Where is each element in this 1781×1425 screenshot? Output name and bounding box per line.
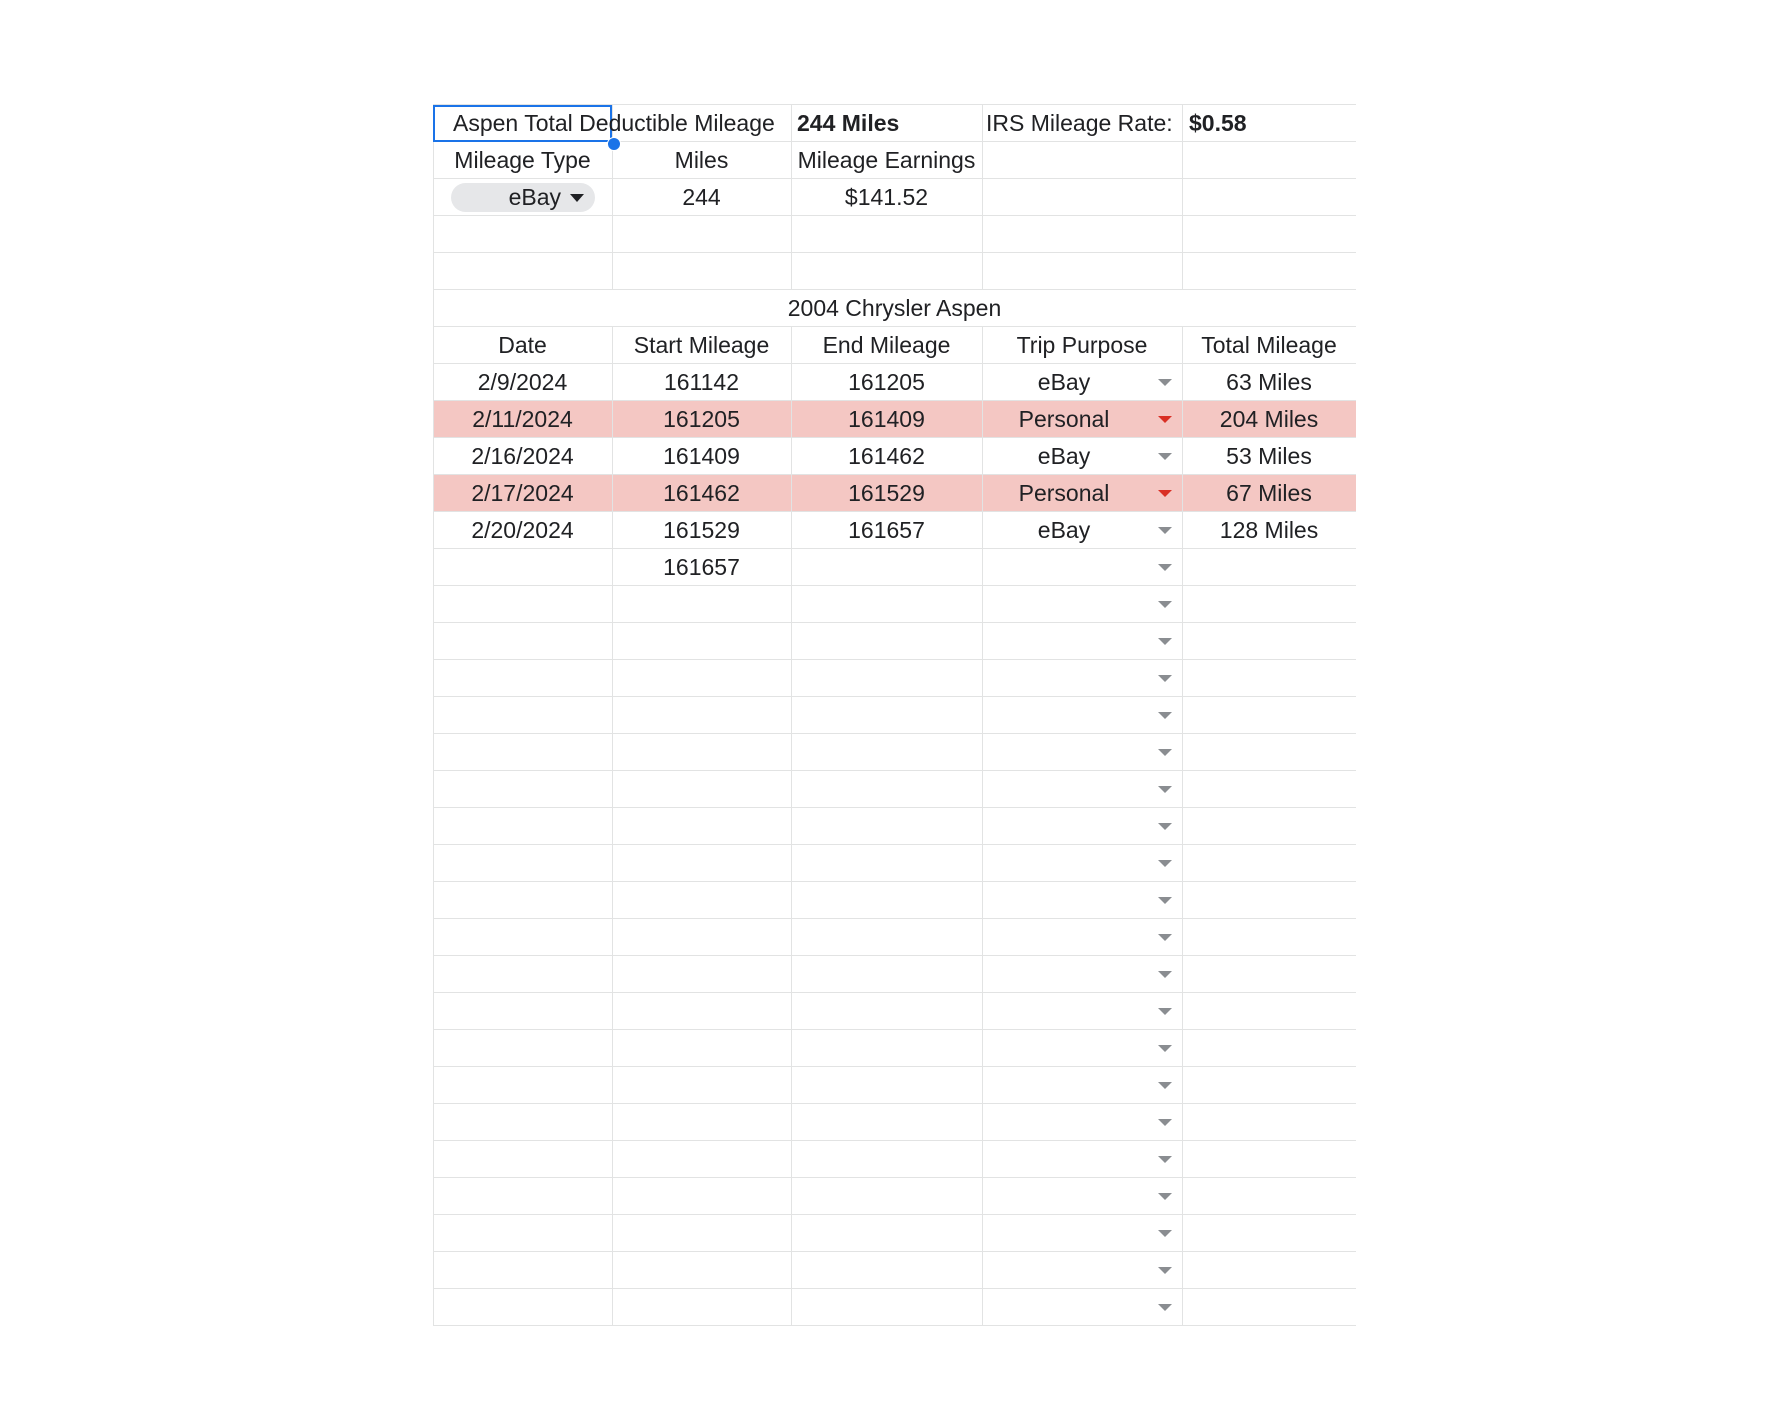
chevron-down-icon[interactable] [1158,379,1172,386]
trip-total-cell[interactable] [1182,549,1356,586]
trip-start-cell[interactable]: 161142 [663,369,740,395]
trip-purpose-dropdown[interactable] [982,660,1182,697]
trip-date-cell[interactable]: 2/9/2024 [477,369,568,395]
chevron-down-icon[interactable] [1158,786,1172,793]
trip-date-cell[interactable] [433,549,612,586]
trip-total-cell[interactable]: 204 Miles [1219,406,1319,432]
mileage-earnings-header[interactable]: Mileage Earnings [797,147,976,173]
empty-row [433,771,1356,808]
trip-end-cell[interactable]: 161462 [848,443,925,469]
trip-purpose-dropdown[interactable] [982,808,1182,845]
chevron-down-icon[interactable] [1158,749,1172,756]
rate-label-cell[interactable]: IRS Mileage Rate: [986,110,1173,136]
empty-row [433,845,1356,882]
trip-purpose-dropdown[interactable] [982,438,1182,475]
trip-purpose-dropdown[interactable] [982,475,1182,512]
trip-purpose-value: Personal [1018,406,1110,432]
empty-row [433,1289,1356,1326]
mileage-type-selected: eBay [508,184,561,210]
trip-start-cell[interactable]: 161529 [663,517,740,543]
chevron-down-icon[interactable] [1158,1230,1172,1237]
earnings-value-cell[interactable]: $141.52 [844,184,929,210]
chevron-down-icon[interactable] [1158,897,1172,904]
trip-purpose-value: Personal [1018,480,1110,506]
trip-purpose-dropdown[interactable] [982,549,1182,586]
trip-date-cell[interactable]: 2/17/2024 [471,480,574,506]
mileage-type-dropdown-chip[interactable] [451,183,595,212]
trip-purpose-dropdown[interactable] [982,882,1182,919]
trip-date-cell[interactable]: 2/20/2024 [471,517,574,543]
chevron-down-icon[interactable] [1158,564,1172,571]
trip-purpose-dropdown[interactable] [982,771,1182,808]
empty-row [433,1141,1356,1178]
trip-purpose-dropdown[interactable] [982,1067,1182,1104]
mileage-type-header-row [433,142,1356,179]
trip-purpose-value: eBay [1037,443,1091,469]
trip-end-cell[interactable]: 161205 [848,369,925,395]
empty-row [433,882,1356,919]
trip-purpose-dropdown[interactable] [982,919,1182,956]
trip-total-cell[interactable]: 53 Miles [1226,443,1312,469]
empty-row [433,808,1356,845]
trip-purpose-dropdown[interactable] [982,364,1182,401]
log-title-cell[interactable]: 2004 Chrysler Aspen [787,295,1002,321]
chevron-down-icon[interactable] [1158,490,1172,497]
total-miles-cell[interactable]: 244 Miles [797,110,900,136]
chevron-down-icon[interactable] [1158,934,1172,941]
trip-row [433,475,1356,512]
trip-row [433,364,1356,401]
empty-row [433,1067,1356,1104]
summary-title-cell[interactable]: Aspen Total Deductible Mileage [453,110,775,136]
mileage-type-cell[interactable] [433,179,612,216]
chevron-down-icon[interactable] [1158,1008,1172,1015]
chevron-down-icon[interactable] [1158,601,1172,608]
trip-purpose-dropdown[interactable] [982,1252,1182,1289]
trip-purpose-dropdown[interactable] [982,1104,1182,1141]
trip-purpose-dropdown[interactable] [982,1289,1182,1326]
empty-row [433,919,1356,956]
chevron-down-icon[interactable] [1158,1193,1172,1200]
empty-row [433,734,1356,771]
grid-line [433,105,434,1326]
grid-line [1182,327,1183,1326]
empty-row [433,1215,1356,1252]
trip-purpose-dropdown[interactable] [982,623,1182,660]
trip-purpose-dropdown[interactable] [982,956,1182,993]
miles-value-cell[interactable]: 244 [682,184,721,210]
chevron-down-icon[interactable] [1158,712,1172,719]
chevron-down-icon[interactable] [1158,1119,1172,1126]
total-mileage-header[interactable]: Total Mileage [1201,332,1337,358]
trip-date-cell[interactable]: 2/16/2024 [471,443,574,469]
trip-total-cell[interactable]: 67 Miles [1226,480,1312,506]
trip-end-cell[interactable]: 161529 [848,480,925,506]
chevron-down-icon[interactable] [1158,675,1172,682]
trip-purpose-dropdown[interactable] [982,512,1182,549]
chevron-down-icon[interactable] [1158,453,1172,460]
rate-value-cell[interactable]: $0.58 [1189,110,1247,136]
trip-purpose-value: eBay [1037,369,1091,395]
chevron-down-icon[interactable] [1158,971,1172,978]
empty-row [433,660,1356,697]
mileage-type-value-row [433,179,1356,216]
trip-date-cell[interactable]: 2/11/2024 [472,406,573,432]
trip-purpose-value: eBay [1037,517,1091,543]
chevron-down-icon[interactable] [1158,1045,1172,1052]
chevron-down-icon[interactable] [1158,527,1172,534]
grid-line [612,327,613,1326]
grid-line [982,105,983,290]
trip-start-cell[interactable]: 161462 [663,480,740,506]
empty-row [433,1252,1356,1289]
chevron-down-icon[interactable] [1158,1082,1172,1089]
empty-row [433,1104,1356,1141]
chevron-down-icon [570,194,584,202]
miles-header[interactable]: Miles [674,147,729,173]
mileage-type-header[interactable]: Mileage Type [454,147,591,173]
start-mileage-header[interactable]: Start Mileage [633,332,770,358]
trip-end-cell[interactable]: 161657 [848,517,925,543]
trip-purpose-dropdown[interactable] [982,993,1182,1030]
trip-start-cell[interactable]: 161409 [663,443,740,469]
grid-line [1182,105,1183,290]
chevron-down-icon[interactable] [1158,1156,1172,1163]
trip-purpose-dropdown[interactable] [982,1215,1182,1252]
trip-end-cell[interactable] [791,549,982,586]
trip-row [433,401,1356,438]
grid-line [791,327,792,1326]
trip-start-cell[interactable]: 161205 [663,406,740,432]
empty-row [433,623,1356,660]
trip-purpose-dropdown[interactable] [982,734,1182,771]
blank-row [433,253,1356,290]
empty-row [433,697,1356,734]
empty-row [433,956,1356,993]
trip-row [433,549,1356,586]
trip-total-cell[interactable]: 63 Miles [1226,369,1312,395]
trip-start-cell[interactable]: 161657 [663,554,740,580]
blank-row [433,216,1356,253]
chevron-down-icon[interactable] [1158,1267,1172,1274]
chevron-down-icon[interactable] [1158,1304,1172,1311]
trip-total-cell[interactable]: 128 Miles [1219,517,1319,543]
trip-purpose-dropdown[interactable] [982,845,1182,882]
trip-end-cell[interactable]: 161409 [848,406,925,432]
chevron-down-icon[interactable] [1158,823,1172,830]
trip-purpose-dropdown[interactable] [982,697,1182,734]
chevron-down-icon[interactable] [1158,860,1172,867]
trip-purpose-dropdown[interactable] [982,1141,1182,1178]
empty-row [433,993,1356,1030]
trip-row [433,512,1356,549]
chevron-down-icon[interactable] [1158,416,1172,423]
trip-purpose-dropdown[interactable] [982,1030,1182,1067]
grid-line [982,327,983,1326]
trip-purpose-dropdown[interactable] [982,586,1182,623]
log-title-row [433,290,1356,327]
log-header-row [433,327,1356,364]
trip-purpose-dropdown[interactable] [982,1178,1182,1215]
trip-purpose-header[interactable]: Trip Purpose [1016,332,1148,358]
end-mileage-header[interactable]: End Mileage [822,332,951,358]
empty-row [433,1030,1356,1067]
empty-row [433,1178,1356,1215]
empty-row [433,586,1356,623]
trip-purpose-dropdown[interactable] [982,401,1182,438]
chevron-down-icon[interactable] [1158,638,1172,645]
date-header[interactable]: Date [498,332,547,358]
trip-row [433,438,1356,475]
summary-row [433,105,1356,142]
